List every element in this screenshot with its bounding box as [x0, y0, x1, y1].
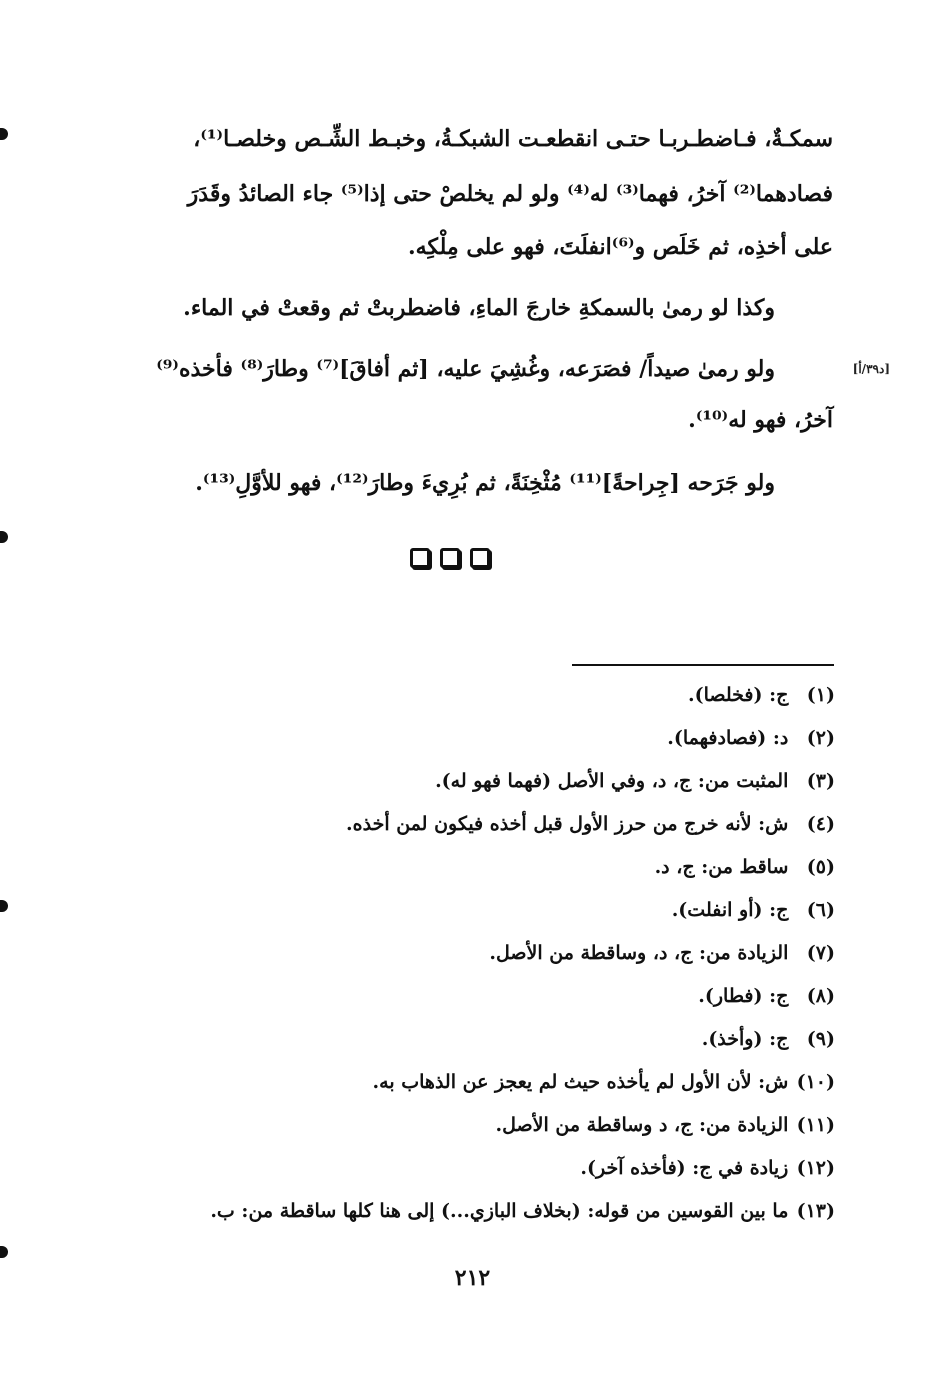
- footnote-text: ما بين القوسين من قوله: (بخلاف البازي...) إلى هنا كلها ساقطة من: ب.: [210, 1200, 789, 1222]
- footnote-text: ج: (فخلصا).: [687, 684, 789, 706]
- footnote-item: [105, 1071, 835, 1093]
- footnote-item: [105, 770, 835, 792]
- scan-edge-mark: [0, 1246, 8, 1258]
- footnote-item: [105, 1200, 835, 1222]
- body-line-1: سمكـةٌ، فـاضطـربـا حتـى انقطعـت الشبكـةُ، وخبـط الشِّـص وخلصـا⁽¹⁾،: [193, 126, 833, 152]
- footnote-text: الزيادة من: ج، د وساقطة من الأصل.: [495, 1114, 789, 1136]
- body-line-7: ولو جَرَحه [جِراحةً]⁽¹¹⁾ مُثْخِنَةً، ثم بُرِيءَ وطارَ⁽¹²⁾، فهو للأوَّلِ⁽¹³⁾.: [195, 470, 775, 496]
- footnote-number: (٩): [806, 1028, 835, 1050]
- footnote-number: (١٣): [796, 1200, 835, 1222]
- footnote-text: ج: (وأخذ).: [701, 1028, 789, 1050]
- section-divider-ornament: [410, 548, 510, 574]
- body-line-6: آخرُ، فهو له⁽¹⁰⁾.: [688, 407, 833, 433]
- footnote-text: ش: لأن الأول لم يأخذه حيث لم يعجز عن الذهاب به.: [372, 1071, 789, 1093]
- body-line-2: فصادهما⁽²⁾ آخرُ، فهما⁽³⁾ له⁽⁴⁾ ولو لم يخلصْ حتى إذا⁽⁵⁾ جاء الصائدُ وقَدَرَ: [187, 181, 833, 207]
- footnote-number: (١٢): [796, 1157, 835, 1179]
- square-ornament-icon: [470, 548, 490, 568]
- square-ornament-icon: [410, 548, 430, 568]
- footnote-number: (١١): [796, 1114, 835, 1136]
- footnote-text: الزيادة من: ج، د، وساقطة من الأصل.: [489, 942, 789, 964]
- footnote-number: (٦): [806, 899, 835, 921]
- footnote-item: [105, 1114, 835, 1136]
- footnote-separator: [572, 664, 834, 666]
- footnote-item: [105, 856, 835, 878]
- footnote-item: [105, 684, 835, 706]
- footnote-text: المثبت من: ج، د، وفي الأصل (فهما فهو له).: [435, 770, 789, 792]
- scan-edge-mark: [0, 128, 8, 140]
- footnote-item: [105, 727, 835, 749]
- margin-folio-note: [د٣٩/أ]: [852, 362, 890, 376]
- footnote-text: د: (فصادفهما).: [667, 727, 789, 749]
- footnote-text: ج: (أو انفلت).: [671, 899, 789, 921]
- footnote-text: ش: لأنه خرج من حرز الأول قبل أخذه فيكون لمن أخذه.: [346, 813, 789, 835]
- footnote-number: (١): [806, 684, 835, 706]
- footnote-item: [105, 942, 835, 964]
- footnote-number: (٨): [806, 985, 835, 1007]
- body-line-5: ولو رمىٰ صيداً/ فصَرَعه، وغُشِيَ عليه، [ثم أفاقَ]⁽⁷⁾ وطارَ⁽⁸⁾ فأخذه⁽⁹⁾: [156, 356, 775, 382]
- footnote-item: [105, 899, 835, 921]
- footnote-text: ساقط من: ج، د.: [654, 856, 789, 878]
- scan-edge-mark: [0, 531, 8, 543]
- footnote-item: [105, 985, 835, 1007]
- body-line-4: وكذا لو رمىٰ بالسمكةِ خارجَ الماءِ، فاضطربتْ ثم وقعتْ في الماء.: [183, 295, 775, 321]
- footnote-item: [105, 1157, 835, 1179]
- scan-edge-mark: [0, 900, 8, 912]
- footnote-number: (٧): [806, 942, 835, 964]
- footnote-text: ج: (فطار).: [698, 985, 789, 1007]
- page-number: ٢١٢: [454, 1265, 491, 1291]
- footnote-item: [105, 813, 835, 835]
- footnote-number: (٣): [806, 770, 835, 792]
- body-line-3: على أخذِه، ثم خَلَص و⁽⁶⁾انفلَتَ، فهو على مِلْكِه.: [407, 234, 833, 260]
- footnote-number: (٥): [806, 856, 835, 878]
- footnote-number: (٤): [806, 813, 835, 835]
- footnote-text: زيادة في ج: (فأخذه آخر).: [580, 1157, 789, 1179]
- footnote-number: (١٠): [796, 1071, 835, 1093]
- footnote-number: (٢): [806, 727, 835, 749]
- footnote-item: [105, 1028, 835, 1050]
- square-ornament-icon: [440, 548, 460, 568]
